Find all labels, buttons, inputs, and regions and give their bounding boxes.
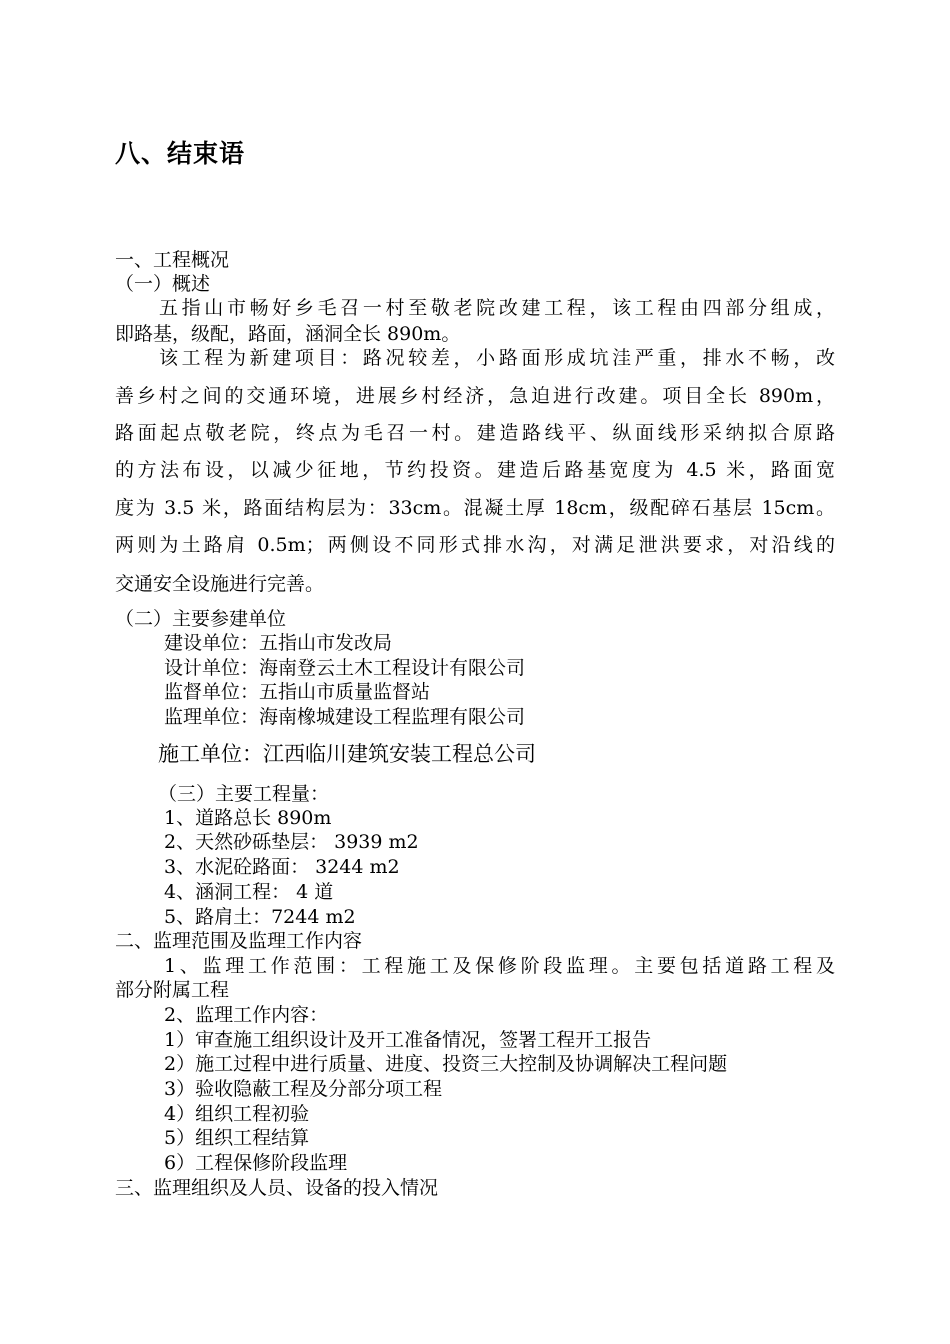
content-title: 2、监理工作内容： bbox=[164, 1004, 329, 1026]
content-item: 5）组织工程结算 bbox=[164, 1127, 310, 1149]
content-item: 3）验收隐蔽工程及分部分项工程 bbox=[164, 1078, 443, 1100]
paragraph-line: 善乡村之间的交通环境，进展乡村经济，急迫进行改建。项目全长 890m， bbox=[115, 385, 835, 407]
content-item: 1）审查施工组织设计及开工准备情况，签署工程开工报告 bbox=[164, 1029, 652, 1051]
quantity-line: 3、水泥砼路面： 3244 m2 bbox=[164, 856, 400, 878]
paragraph-line: 该工程为新建项目：路况较差，小路面形成坑洼严重，排水不畅，改 bbox=[159, 347, 835, 369]
chapter-heading: 八、结束语 bbox=[115, 139, 246, 168]
paragraph-line: 即路基，级配，路面，涵洞全长 890m。 bbox=[115, 323, 461, 345]
quantity-line: 5、路肩土：7244 m2 bbox=[164, 906, 356, 928]
construction-unit-line: 施工单位：江西临川建筑安装工程总公司 bbox=[158, 742, 536, 766]
unit-line: 监理单位：海南橡城建设工程监理有限公司 bbox=[164, 706, 526, 728]
paragraph-line: 的方法布设，以减少征地，节约投资。建造后路基宽度为 4.5 米，路面宽 bbox=[115, 459, 835, 481]
content-item: 4）组织工程初验 bbox=[164, 1103, 310, 1125]
quantity-line: 2、天然砂砾垫层： 3939 m2 bbox=[164, 831, 419, 853]
paragraph-line: 部分附属工程 bbox=[115, 979, 230, 1001]
content-item: 6）工程保修阶段监理 bbox=[164, 1152, 348, 1174]
quantity-line: 4、涵洞工程： 4 道 bbox=[164, 881, 334, 903]
subsection-title: （三）主要工程量： bbox=[158, 783, 330, 805]
paragraph-line: 两则为土路肩 0.5m；两侧设不同形式排水沟，对满足泄洪要求，对沿线的 bbox=[115, 534, 835, 556]
unit-line: 设计单位：海南登云土木工程设计有限公司 bbox=[164, 657, 526, 679]
quantity-line: 1、道路总长 890m bbox=[164, 807, 332, 829]
paragraph-line: 交通安全设施进行完善。 bbox=[115, 573, 325, 595]
subsection-title: （一）概述 bbox=[115, 273, 211, 295]
paragraph-line: 五指山市畅好乡毛召一村至敬老院改建工程，该工程由四部分组成， bbox=[159, 297, 835, 319]
unit-line: 监督单位：五指山市质量监督站 bbox=[164, 681, 431, 703]
paragraph-line: 1、监理工作范围：工程施工及保修阶段监理。主要包括道路工程及 bbox=[164, 955, 835, 977]
unit-line: 建设单位：五指山市发改局 bbox=[164, 632, 393, 654]
section-title: 二、监理范围及监理工作内容 bbox=[115, 930, 363, 952]
subsection-title: （二）主要参建单位 bbox=[115, 608, 287, 630]
paragraph-line: 度为 3.5 米，路面结构层为：33cm。混凝土厚 18cm，级配碎石基层 15cm。 bbox=[115, 497, 835, 519]
section-title: 三、监理组织及人员、设备的投入情况 bbox=[115, 1177, 439, 1199]
section-title: 一、工程概况 bbox=[115, 249, 230, 271]
content-item: 2）施工过程中进行质量、进度、投资三大控制及协调解决工程问题 bbox=[164, 1053, 728, 1075]
paragraph-line: 路面起点敬老院，终点为毛召一村。建造路线平、纵面线形采纳拟合原路 bbox=[115, 422, 835, 444]
